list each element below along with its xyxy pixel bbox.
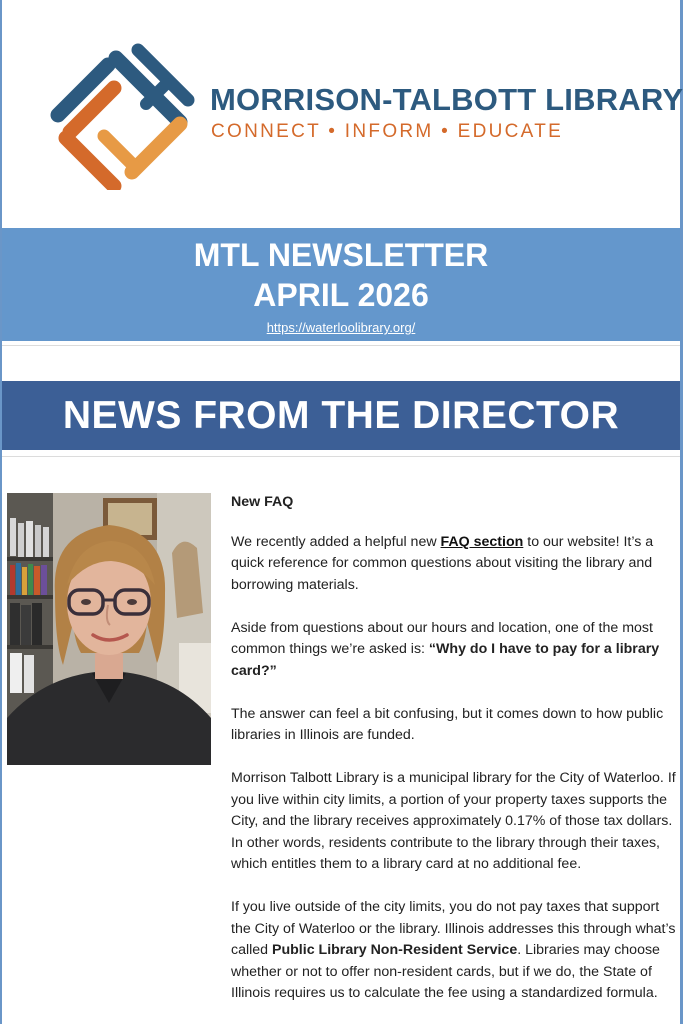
article-paragraph: The answer can feel a bit confusing, but it comes down to how public libraries in Illinois are funded.	[231, 705, 664, 743]
article-quote: “Why do I have to pay for a library card?”	[231, 641, 660, 679]
article-paragraph	[231, 618, 677, 683]
library-header	[2, 0, 683, 229]
library-name: MORRISON-TALBOTT LIBRARY	[210, 82, 683, 117]
text-span: . Libraries may choose whether or not to offer non-resident cards, but if we do, the State of Illinois requires us to calculate the fee using a standardized formula.	[231, 942, 660, 1001]
article-paragraph	[231, 532, 677, 597]
section-title: NEWS FROM THE DIRECTOR	[2, 381, 680, 450]
library-logo-icon	[48, 40, 198, 190]
newsletter-banner	[2, 228, 680, 341]
non-resident-service-term: Public Library Non-Resident Service	[272, 942, 518, 958]
library-tagline: CONNECT • INFORM • EDUCATE	[211, 121, 564, 142]
newsletter-title: MTL NEWSLETTER	[193, 237, 489, 273]
divider	[2, 456, 680, 457]
text-span: to our website! It’s a quick reference for common questions about visiting the library and borrowing materials.	[231, 533, 654, 593]
newsletter-date: APRIL 2026	[253, 277, 429, 313]
website-link[interactable]: https://waterloolibrary.org/	[266, 320, 416, 335]
director-portrait-image	[7, 493, 211, 765]
article-paragraph	[231, 897, 677, 1005]
article-heading: New FAQ	[231, 494, 294, 510]
divider	[2, 345, 680, 346]
faq-section-link[interactable]: FAQ section	[440, 533, 524, 550]
text-span: We recently added a helpful new	[231, 533, 441, 550]
text-span: Aside from questions about our hours and location, one of the most common things we’re asked is:	[231, 619, 653, 657]
director-article	[231, 492, 677, 1026]
text-span: If you live outside of the city limits, you do not pay taxes that support the City of Waterloo or the library. Illinois addresses this through what’s called	[231, 899, 676, 958]
article-paragraph: Morrison Talbott Library is a municipal library for the City of Waterloo. If you live within city limits, a portion of your property taxes supports the City, and the library receives approximately 0.17% of those tax dollars. In other words, residents contribute to the library through their taxes, which entitles them to a library card at no additional fee.	[231, 770, 676, 872]
director-photo	[7, 493, 211, 765]
